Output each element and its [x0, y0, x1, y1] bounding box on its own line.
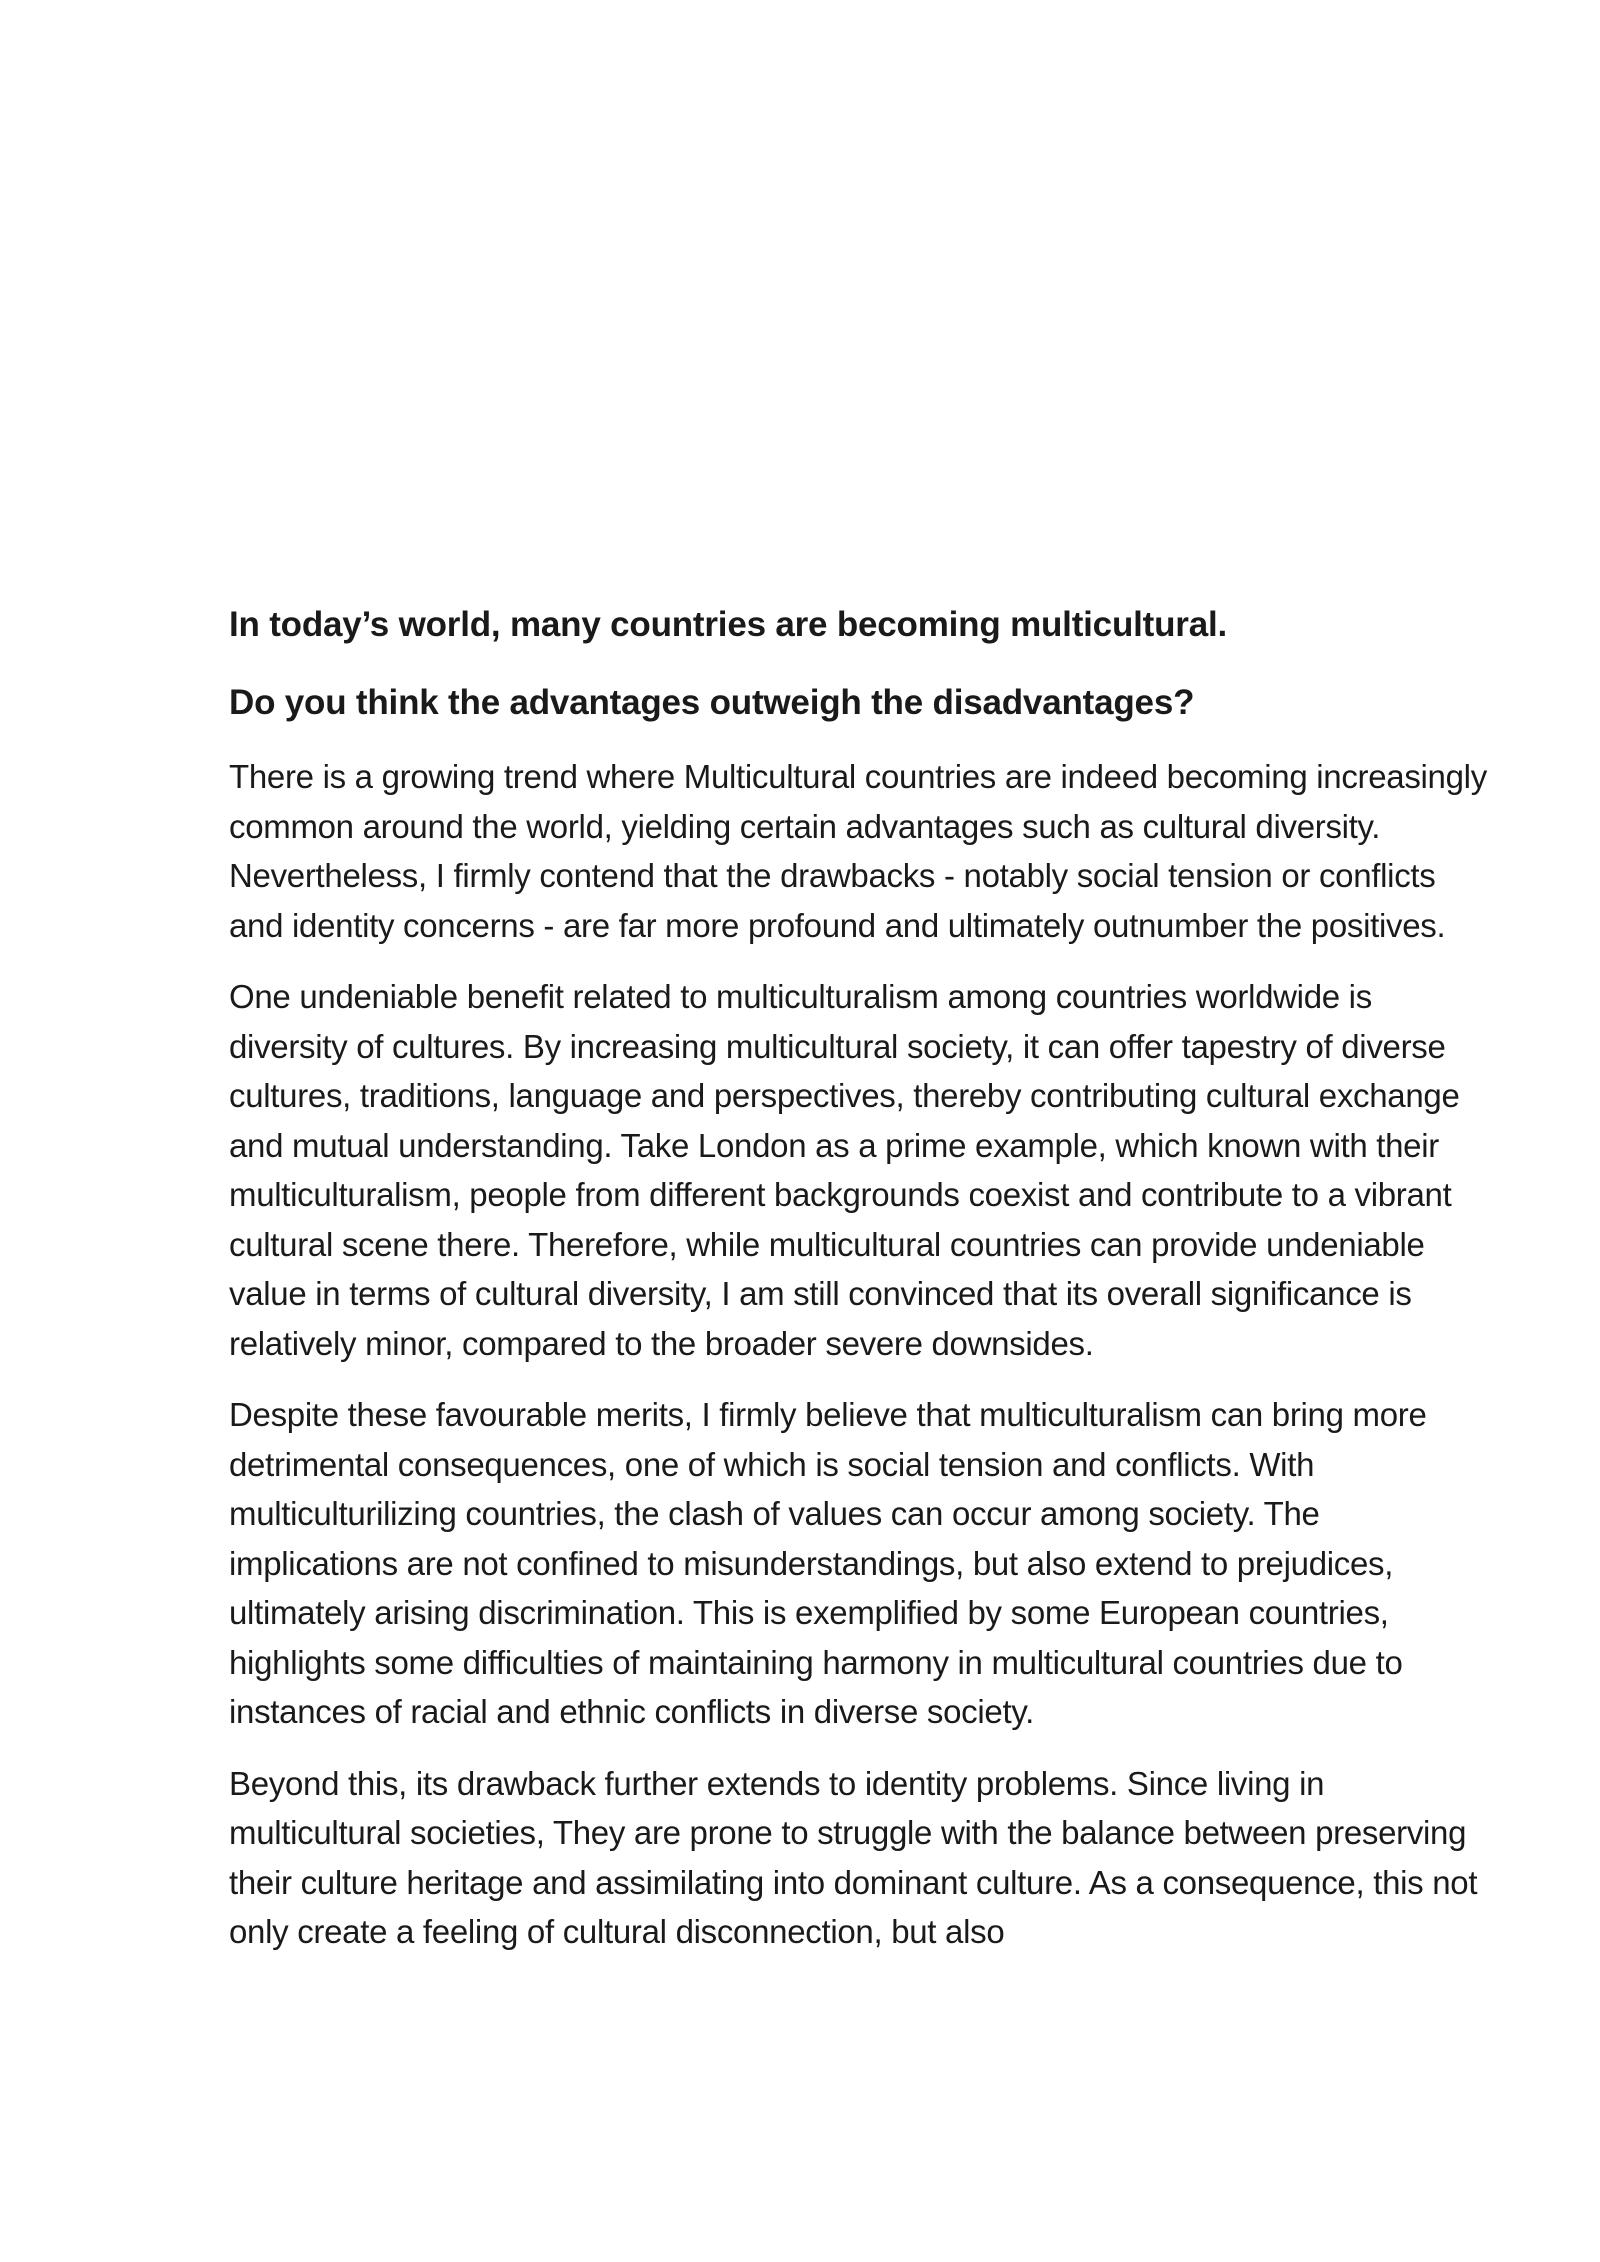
- essay-question: Do you think the advantages outweigh the disadvantages?: [229, 683, 1195, 722]
- paragraph-advantage: One undeniable benefit related to multiculturalism among countries worldwide is diversity of cultures. By increasing multicultural society, it can offer tapestry of diverse cultures, traditions, language and perspectives, thereby contributing cultural exchange and mutual understanding. Take London as a prime example, which known with their multiculturalism, people from different backgrounds coexist and contribute to a vibrant cultural scene there. Therefore, while multicultural countries can provide undeniable value in terms of cultural diversity, I am still convinced that its overall significance is relatively minor, compared to the broader severe downsides.: [229, 978, 1460, 1362]
- essay-title: In today’s world, many countries are becoming multicultural.: [229, 605, 1228, 644]
- paragraph-disadvantage-social-tension: Despite these favourable merits, I firmly believe that multiculturalism can bring more detrimental consequences, one of which is social tension and conflicts. With multiculturilizing countries, the clash of values can occur among society. The implications are not confined to misunderstandings, but also extend to prejudices, ultimately arising discrimination. This is exemplified by some European countries, highlights some difficulties of maintaining harmony in multicultural countries due to instances of racial and ethnic conflicts in diverse society.: [229, 1396, 1427, 1730]
- paragraph-disadvantage-identity: Beyond this, its drawback further extends to identity problems. Since living in multicultural societies, They are prone to struggle with the balance between preserving their culture heritage and assimilating into dominant culture. As a consequence, this not only create a feeling of cultural disconnection, but also: [229, 1764, 1478, 1950]
- essay-body: [229, 600, 1489, 1979]
- paragraph-introduction: There is a growing trend where Multicultural countries are indeed becoming increasingly common around the world, yielding certain advantages such as cultural diversity. Nevertheless, I firmly contend that the drawbacks - notably social tension or conflicts and identity concerns - are far more profound and ultimately outnumber the positives.: [229, 758, 1487, 944]
